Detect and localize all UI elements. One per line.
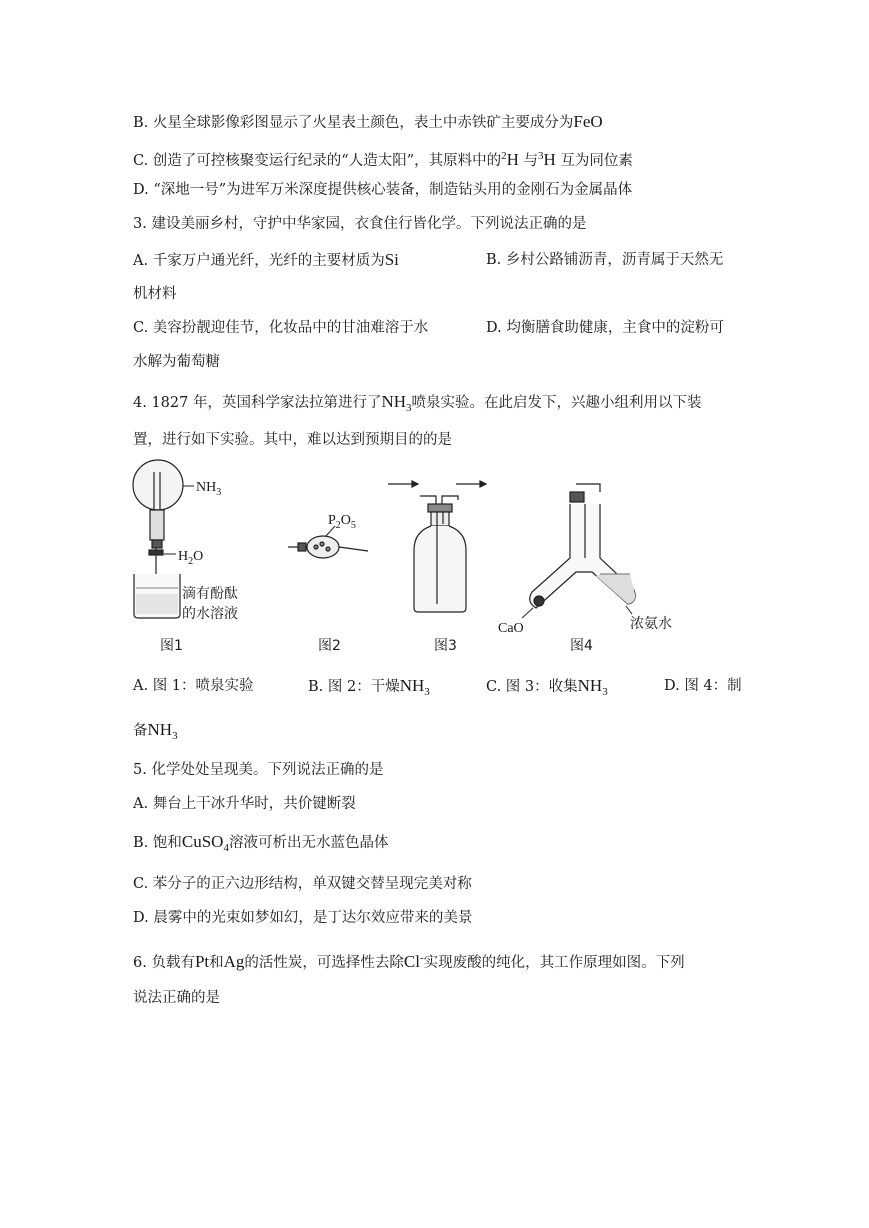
label-nh3: $NH_3$ bbox=[196, 480, 222, 498]
question-4-option-c: C. 图 3：收集$NH_3$ bbox=[486, 676, 608, 698]
question-4-option-d: D. 图 4：制 bbox=[664, 678, 742, 694]
label-cao: CaO bbox=[498, 621, 524, 636]
feo-formula: FeO bbox=[573, 112, 603, 131]
question-3-option-d: D. 均衡膳食助健康，主食中的淀粉可 bbox=[486, 320, 724, 336]
question-4-stem-cont: 置，进行如下实验。其中，难以达到预期目的的是 bbox=[133, 432, 452, 448]
option-c-artificial-sun: C. 创造了可控核聚变运行纪录的“人造太阳”，其原料中的$^2$H 与$^3$H 互为同位素 bbox=[133, 149, 633, 169]
drying-tube bbox=[288, 536, 368, 558]
label-p2o5: $P_2O_5$ bbox=[328, 513, 356, 531]
question-4-option-a: A. 图 1：喷泉实验 bbox=[133, 678, 254, 694]
caption-fig4: 图4 bbox=[570, 638, 593, 654]
question-3-option-b: B. 乡村公路铺沥青，沥青属于天然无 bbox=[486, 252, 724, 268]
ammonia-pointer bbox=[626, 606, 632, 614]
question-5-option-d: D. 晨雾中的光束如梦如幻，是丁达尔效应带来的美景 bbox=[133, 910, 473, 926]
question-6-stem: 6. 负载有Pt和Ag的活性炭，可选择性去除Cl-实现废酸的纯化，其工作原理如图。下列 bbox=[133, 951, 685, 971]
question-5-option-b: B. 饱和CuSO$_4$溶液可析出无水蓝色晶体 bbox=[133, 832, 389, 854]
question-3-option-b-cont: 机材料 bbox=[133, 286, 177, 302]
question-3-option-c: C. 美容扮靓迎佳节，化妆品中的甘油难溶于水 bbox=[133, 320, 429, 336]
caption-fig2: 图2 bbox=[318, 638, 341, 654]
question-4-option-d-cont: 备$NH_3$ bbox=[133, 720, 178, 742]
experiment-figure bbox=[130, 458, 740, 663]
question-4-stem: 4. 1827 年，英国科学家法拉第进行了$NH_3$喷泉实验。在此启发下，兴趣小组利用以下装 bbox=[133, 392, 702, 414]
fountain-apparatus bbox=[133, 460, 183, 618]
gas-collection-bottle bbox=[388, 481, 486, 612]
cao-pointer bbox=[522, 608, 533, 618]
caption-fig1: 图1 bbox=[160, 638, 183, 654]
y-tube-apparatus bbox=[530, 484, 635, 608]
question-3-stem: 3. 建设美丽乡村，守护中华家园，衣食住行皆化学。下列说法正确的是 bbox=[133, 216, 587, 232]
option-d-deep-earth: D. “深地一号”为进军万米深度提供核心装备，制造钻头用的金刚石为金属晶体 bbox=[133, 182, 633, 198]
question-6-stem-cont: 说法正确的是 bbox=[133, 990, 220, 1006]
label-beaker-2: 的水溶液 bbox=[182, 606, 238, 622]
caption-fig3: 图3 bbox=[434, 638, 457, 654]
label-beaker-1: 滴有酚酞 bbox=[182, 586, 238, 602]
question-5-option-c: C. 苯分子的正六边形结构，单双键交替呈现完美对称 bbox=[133, 876, 472, 892]
question-5-option-a: A. 舞台上干冰升华时，共价键断裂 bbox=[133, 796, 356, 812]
option-b-mars: B. 火星全球影像彩图显示了火星表土颜色，表土中赤铁矿主要成分为FeO bbox=[133, 112, 603, 131]
question-3-option-d-cont: 水解为葡萄糖 bbox=[133, 354, 220, 370]
question-3-option-a: A. 千家万户通光纤，光纤的主要材质为Si bbox=[133, 250, 399, 269]
question-4-option-b: B. 图 2：干燥$NH_3$ bbox=[308, 676, 430, 698]
label-ammonia-water: 浓氨水 bbox=[630, 616, 672, 632]
label-h2o: $H_2O$ bbox=[178, 549, 204, 567]
question-5-stem: 5. 化学处处呈现美。下列说法正确的是 bbox=[133, 762, 384, 778]
